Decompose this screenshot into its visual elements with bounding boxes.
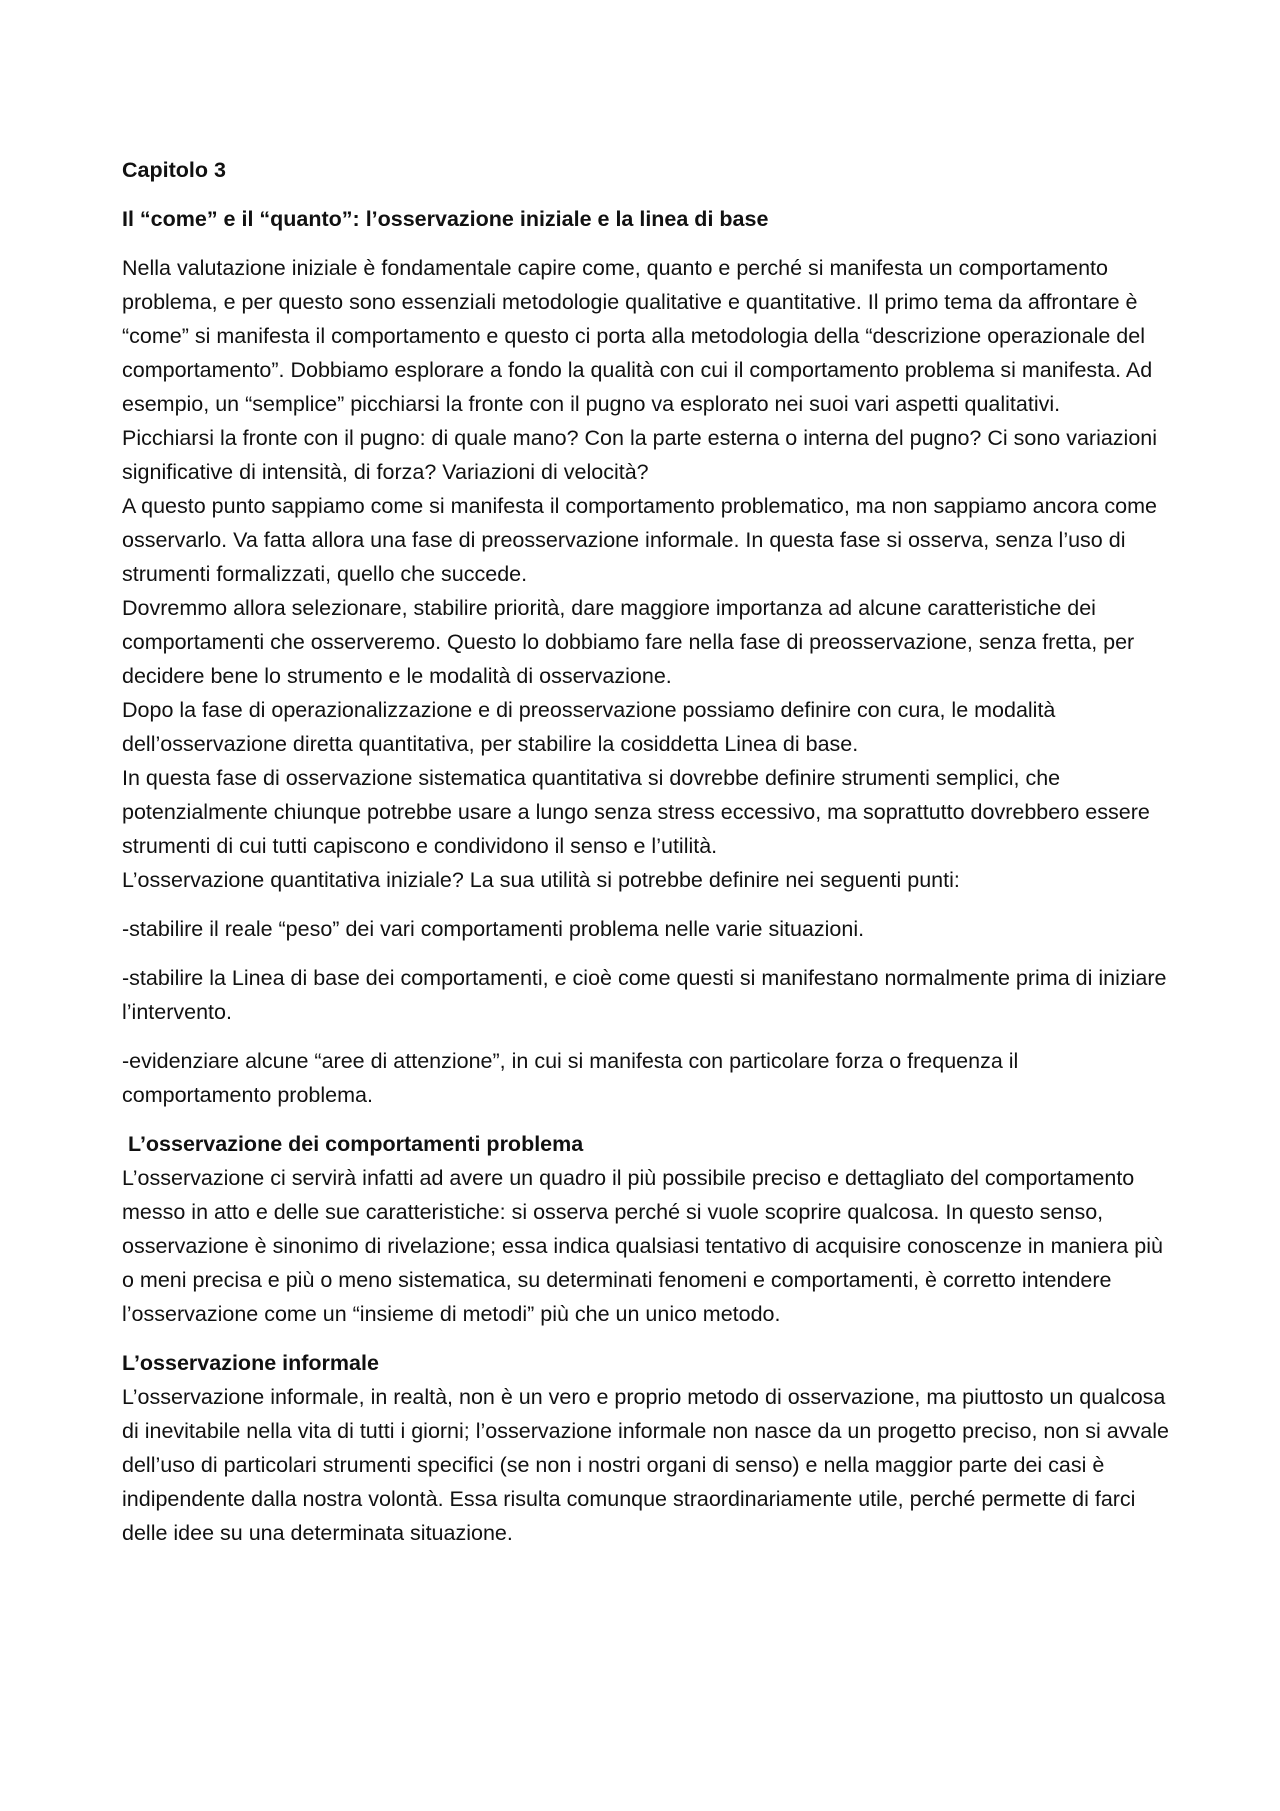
chapter-label: Capitolo 3 xyxy=(122,158,226,182)
intro-paragraph: In questa fase di osservazione sistematica quantitativa si dovrebbe definire strumenti semplici, che potenzialmente chiunque potrebbe usare a lungo senza stress eccessivo, ma soprattutto dovrebbero essere strumenti di cui tutti capiscono e condividono il senso e l’utilità. xyxy=(122,766,1150,858)
intro-paragraph: Picchiarsi la fronte con il pugno: di quale mano? Con la parte esterna o interna del pugno? Ci sono variazioni significative di intensità, di forza? Variazioni di velocità? xyxy=(122,426,1158,484)
intro-block xyxy=(122,251,1172,897)
chapter-title: Il “come” e il “quanto”: l’osservazione iniziale e la linea di base xyxy=(122,207,769,231)
intro-paragraph: Dovremmo allora selezionare, stabilire priorità, dare maggiore importanza ad alcune caratteristiche dei comportamenti che osserveremo. Questo lo dobbiamo fare nella fase di preosservazione, senza fretta, per decidere bene lo strumento e le modalità di osservazione. xyxy=(122,596,1135,688)
section-body: L’osservazione ci servirà infatti ad avere un quadro il più possibile preciso e dettagliato del comportamento messo in atto e delle sue caratteristiche: si osserva perché si vuole scoprire qualcosa. In questo senso, osservazione è sinonimo di rivelazione; essa indica qualsiasi tentativo di acquisire conoscenze in maniera più o meni precisa e più o meno sistematica, su determinati fenomeni e comportamenti, è corretto intendere l’osservazione come un “insieme di metodi” più che un unico metodo. xyxy=(122,1166,1163,1326)
section-heading: L’osservazione dei comportamenti problema xyxy=(128,1132,584,1156)
point-item: -stabilire il reale “peso” dei vari comportamenti problema nelle varie situazioni. xyxy=(122,917,865,941)
intro-paragraph: Dopo la fase di operazionalizzazione e di preosservazione possiamo definire con cura, le modalità dell’osservazione diretta quantitativa, per stabilire la cosiddetta Linea di base. xyxy=(122,698,1056,756)
intro-paragraph: L’osservazione quantitativa iniziale? La sua utilità si potrebbe definire nei seguenti punti: xyxy=(122,868,960,892)
document-page xyxy=(122,153,1172,1565)
section-heading: L’osservazione informale xyxy=(122,1351,379,1375)
intro-paragraph: A questo punto sappiamo come si manifesta il comportamento problematico, ma non sappiamo ancora come osservarlo. Va fatta allora una fase di preosservazione informale. In questa fase si osserva, senza l’uso di strumenti formalizzati, quello che succede. xyxy=(122,494,1157,586)
intro-paragraph: Nella valutazione iniziale è fondamentale capire come, quanto e perché si manifesta un comportamento problema, e per questo sono essenziali metodologie qualitative e quantitative. Il primo tema da affrontare è “come” si manifesta il comportamento e questo ci porta alla metodologia della “descrizione operazionale del comportamento”. Dobbiamo esplorare a fondo la qualità con cui il comportamento problema si manifesta. Ad esempio, un “semplice” picchiarsi la fronte con il pugno va esplorato nei suoi vari aspetti qualitativi. xyxy=(122,256,1153,416)
point-item: -stabilire la Linea di base dei comportamenti, e cioè come questi si manifestano normalmente prima di iniziare l’intervento. xyxy=(122,966,1167,1024)
section-body: L’osservazione informale, in realtà, non è un vero e proprio metodo di osservazione, ma piuttosto un qualcosa di inevitabile nella vita di tutti i giorni; l’osservazione informale non nasce da un progetto preciso, non si avvale dell’uso di particolari strumenti specifici (se non i nostri organi di senso) e nella maggior parte dei casi è indipendente dalla nostra volontà. Essa risulta comunque straordinariamente utile, perché permette di farci delle idee su una determinata situazione. xyxy=(122,1385,1169,1545)
point-item: -evidenziare alcune “aree di attenzione”, in cui si manifesta con particolare forza o frequenza il comportamento problema. xyxy=(122,1049,1019,1107)
